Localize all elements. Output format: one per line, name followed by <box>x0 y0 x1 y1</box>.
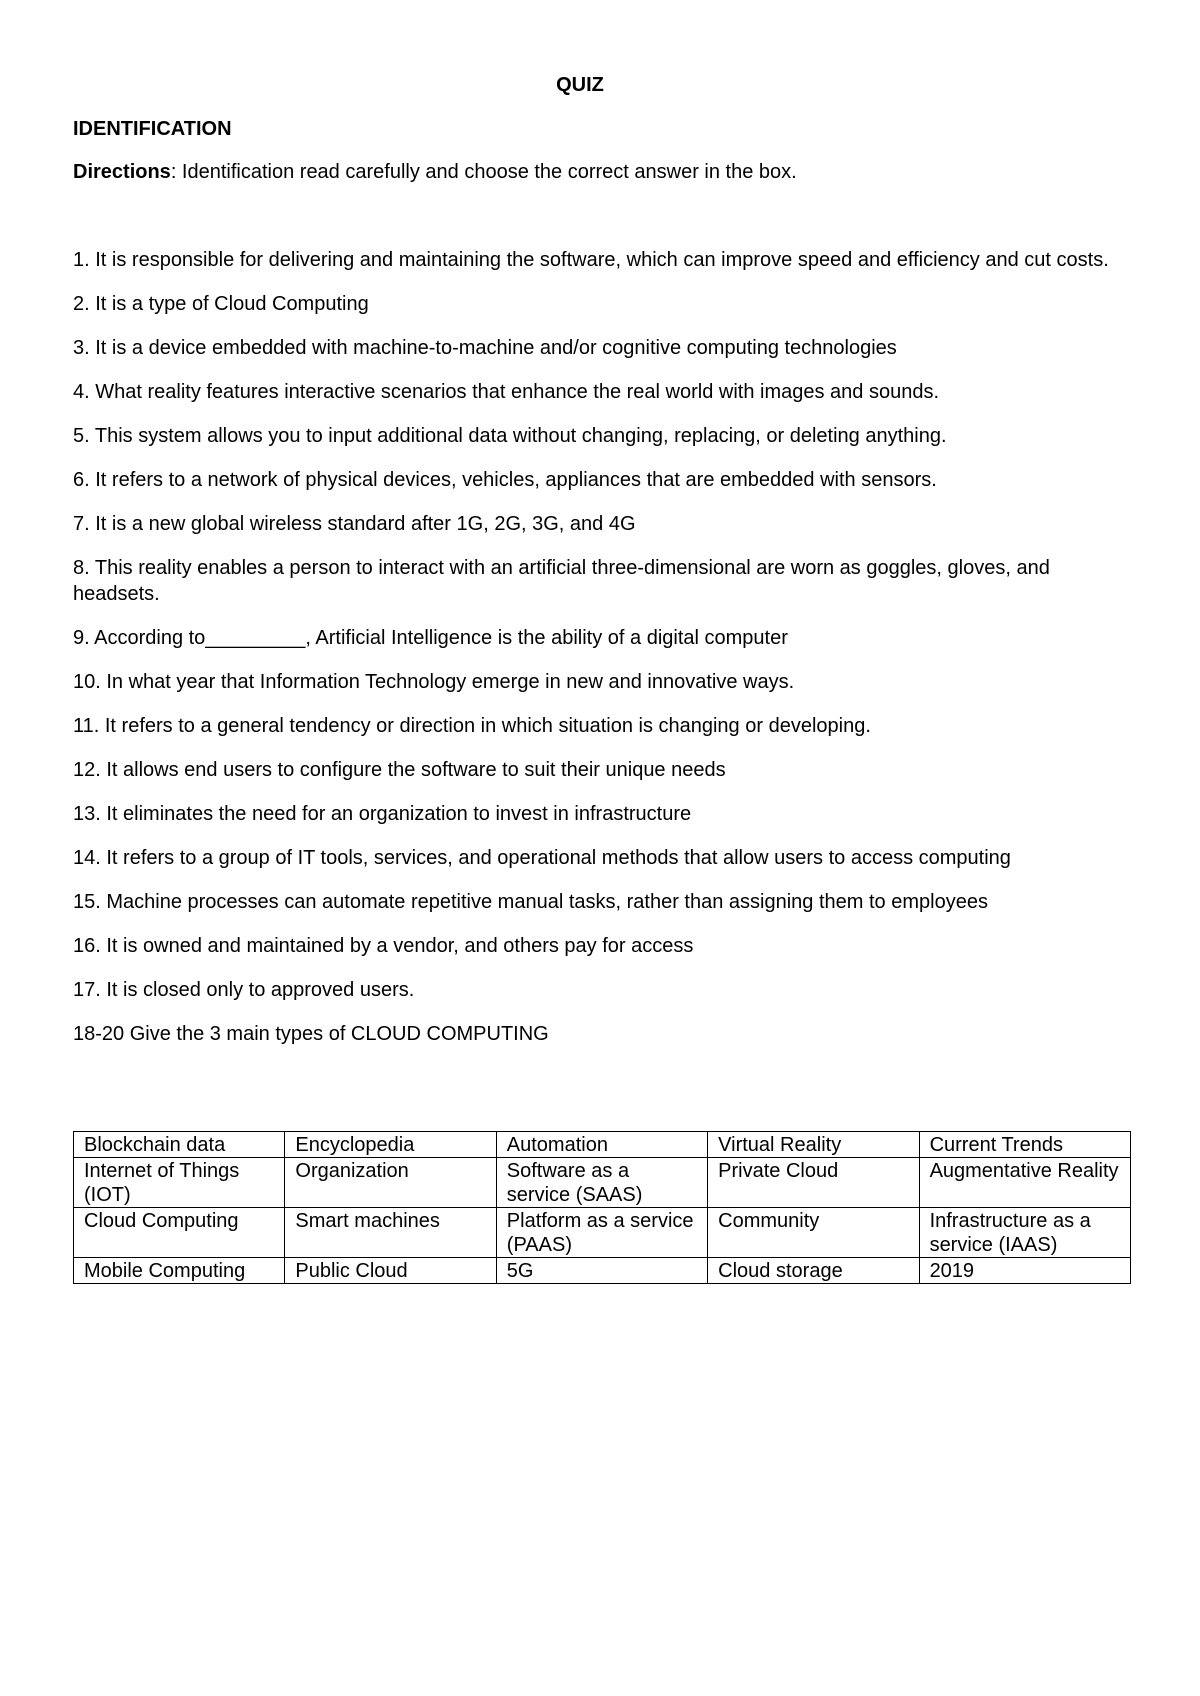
answer-cell: Organization <box>285 1158 496 1208</box>
question-item: 14. It refers to a group of IT tools, services, and operational methods that allow users to access computing <box>73 847 1011 869</box>
question-item: 9. According to_________, Artificial Intelligence is the ability of a digital computer <box>73 627 788 649</box>
answer-box-body <box>74 1132 1131 1284</box>
answer-cell: Software as a service (SAAS) <box>496 1158 707 1208</box>
quiz-title: QUIZ <box>556 74 604 96</box>
answer-cell: Private Cloud <box>708 1158 919 1208</box>
answer-cell: Encyclopedia <box>285 1132 496 1158</box>
section-heading: IDENTIFICATION <box>73 118 232 140</box>
question-item: 4. What reality features interactive scenarios that enhance the real world with images and sounds. <box>73 381 940 403</box>
answer-cell: Cloud Computing <box>74 1208 285 1258</box>
question-item: 1. It is responsible for delivering and maintaining the software, which can improve speed and efficiency and cut costs. <box>73 249 1109 271</box>
answer-cell: Smart machines <box>285 1208 496 1258</box>
directions-text: : Identification read carefully and choose the correct answer in the box. <box>170 161 797 183</box>
question-item: 12. It allows end users to configure the software to suit their unique needs <box>73 759 726 781</box>
answer-cell: Community <box>708 1208 919 1258</box>
question-item: 13. It eliminates the need for an organization to invest in infrastructure <box>73 803 692 825</box>
directions <box>73 161 797 184</box>
answer-cell: Cloud storage <box>708 1258 919 1284</box>
answer-cell: 5G <box>496 1258 707 1284</box>
answer-cell: Infrastructure as a service (IAAS) <box>919 1208 1130 1258</box>
answer-row <box>74 1132 1131 1158</box>
question-item: 5. This system allows you to input additional data without changing, replacing, or deleting anything. <box>73 425 947 447</box>
answer-cell: Automation <box>496 1132 707 1158</box>
question-item: 3. It is a device embedded with machine-to-machine and/or cognitive computing technologies <box>73 337 897 359</box>
question-item: 2. It is a type of Cloud Computing <box>73 293 369 315</box>
answer-cell: Internet of Things (IOT) <box>74 1158 285 1208</box>
question-item: 17. It is closed only to approved users. <box>73 979 415 1001</box>
question-item: 10. In what year that Information Technology emerge in new and innovative ways. <box>73 671 795 693</box>
question-item: 6. It refers to a network of physical devices, vehicles, appliances that are embedded with sensors. <box>73 469 937 491</box>
answer-cell: Virtual Reality <box>708 1132 919 1158</box>
answer-cell: Blockchain data <box>74 1132 285 1158</box>
answer-cell: Mobile Computing <box>74 1258 285 1284</box>
question-list <box>73 247 1133 1065</box>
answer-cell: Current Trends <box>919 1132 1130 1158</box>
question-item: 7. It is a new global wireless standard after 1G, 2G, 3G, and 4G <box>73 513 636 535</box>
answer-cell: Platform as a service (PAAS) <box>496 1208 707 1258</box>
directions-label: Directions <box>73 161 171 183</box>
question-item: 8. This reality enables a person to interact with an artificial three-dimensional are worn as goggles, gloves, and headsets. <box>73 557 1050 605</box>
question-item: 16. It is owned and maintained by a vendor, and others pay for access <box>73 935 694 957</box>
answer-box-table <box>73 1131 1131 1284</box>
answer-row <box>74 1158 1131 1208</box>
answer-cell: 2019 <box>919 1258 1130 1284</box>
answer-row <box>74 1258 1131 1284</box>
answer-cell: Public Cloud <box>285 1258 496 1284</box>
question-item: 11. It refers to a general tendency or direction in which situation is changing or developing. <box>73 715 871 737</box>
question-item: 15. Machine processes can automate repetitive manual tasks, rather than assigning them to employees <box>73 891 988 913</box>
answer-cell: Augmentative Reality <box>919 1158 1130 1208</box>
question-item: 18-20 Give the 3 main types of CLOUD COMPUTING <box>73 1023 549 1045</box>
answer-row <box>74 1208 1131 1258</box>
